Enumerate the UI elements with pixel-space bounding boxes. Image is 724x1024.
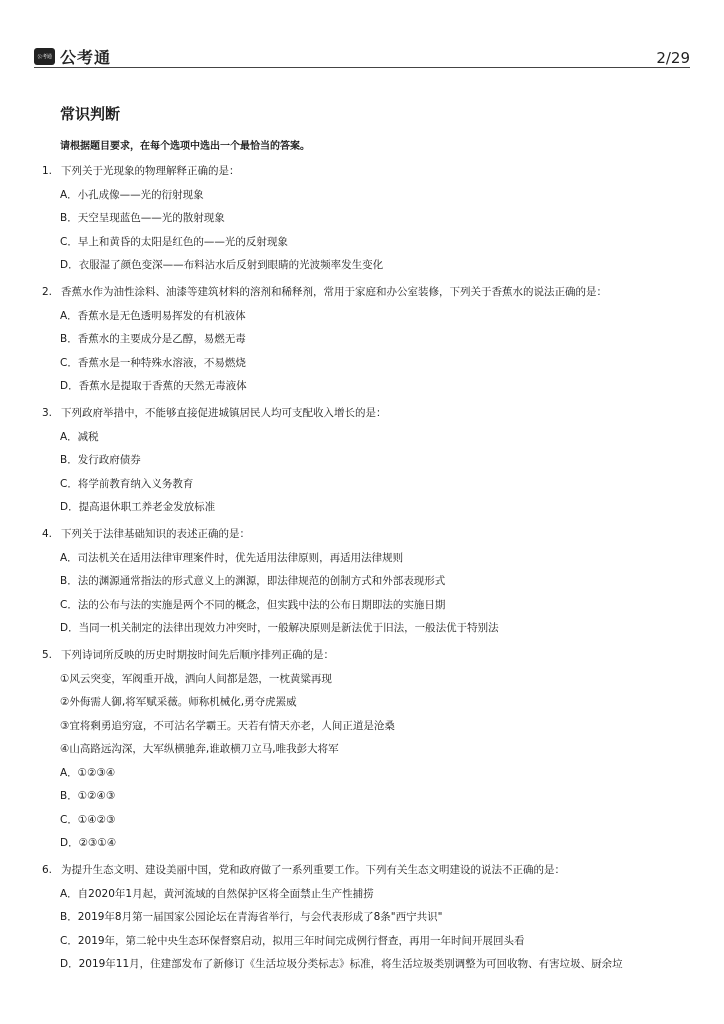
poem-line-4: ④山高路远沟深，大军纵横驰奔,谁敢横刀立马,唯我彭大将军 [60, 743, 339, 755]
header-divider [34, 67, 690, 68]
option-c: C．2019年，第二轮中央生态环保督察启动，拟用三年时间完成例行督查，再用一年时间开展回头看 [60, 935, 525, 947]
question-stem [42, 862, 565, 877]
poem-line-3: ③宜将剩勇追穷寇，不可沽名学霸王。天若有情天亦老，人间正道是沧桑 [60, 720, 395, 732]
question-stem [42, 647, 334, 662]
option-d: D．提高退休职工养老金发放标准 [60, 501, 216, 513]
option-c: C．将学前教育纳入义务教育 [60, 478, 194, 490]
question-text: 下列政府举措中，不能够直接促进城镇居民人均可支配收入增长的是： [61, 407, 387, 419]
option-c: C．早上和黄昏的太阳是红色的——光的反射现象 [60, 236, 288, 248]
question-number: 6. [42, 864, 53, 876]
option-d: D．②③①④ [60, 837, 117, 849]
page-header [34, 43, 690, 67]
poem-line-2: ②外侮需人御,将军赋采薇。师称机械化,勇夺虎罴威 [60, 696, 297, 708]
option-b: B．发行政府债券 [60, 454, 141, 466]
logo [34, 45, 111, 68]
page-number: 2/29 [656, 49, 690, 67]
option-d: D．2019年11月，住建部发布了新修订《生活垃圾分类标志》标准，将生活垃圾类别调整为可回收物、有害垃圾、厨余垃 [60, 958, 623, 970]
question-number: 2. [42, 286, 53, 298]
option-d: D．衣服湿了颜色变深——布料沾水后反射到眼睛的光波频率发生变化 [60, 259, 384, 271]
option-a: A．香蕉水是无色透明易挥发的有机液体 [60, 310, 246, 322]
option-b: B．①②④③ [60, 790, 116, 802]
option-a: A．①②③④ [60, 767, 116, 779]
option-b: B．法的渊源通常指法的形式意义上的渊源，即法律规范的创制方式和外部表现形式 [60, 575, 446, 587]
question-number: 3. [42, 407, 53, 419]
question-number: 5. [42, 649, 53, 661]
option-b: B．香蕉水的主要成分是乙醇，易燃无毒 [60, 333, 246, 345]
question-stem [42, 284, 607, 299]
option-a: A．自2020年1月起，黄河流域的自然保护区将全面禁止生产性捕捞 [60, 888, 374, 900]
question-text: 香蕉水作为油性涂料、油漆等建筑材料的溶剂和稀释剂，常用于家庭和办公室装修，下列关于香蕉水的说法正确的是： [61, 286, 607, 298]
question-text: 下列诗词所反映的历史时期按时间先后顺序排列正确的是： [61, 649, 334, 661]
logo-mark-icon: 公考通 [34, 48, 55, 65]
option-c: C．法的公布与法的实施是两个不同的概念，但实践中法的公布日期即法的实施日期 [60, 599, 446, 611]
question-number: 4. [42, 528, 53, 540]
option-a: A．减税 [60, 431, 99, 443]
option-b: B．天空呈现蓝色——光的散射现象 [60, 212, 225, 224]
question-text: 下列关于光现象的物理解释正确的是： [61, 165, 240, 177]
poem-line-1: ①风云突变，军阀重开战，洒向人间都是怨，一枕黄粱再现 [60, 673, 332, 685]
question-stem [42, 163, 240, 178]
option-c: C．香蕉水是一种特殊水溶液，不易燃烧 [60, 357, 246, 369]
section-title: 常识判断 [60, 105, 121, 123]
question-text: 下列关于法律基础知识的表述正确的是： [61, 528, 250, 540]
question-number: 1. [42, 165, 53, 177]
option-d: D．当同一机关制定的法律出现效力冲突时，一般解决原则是新法优于旧法，一般法优于特别法 [60, 622, 499, 634]
question-text: 为提升生态文明、建设美丽中国，党和政府做了一系列重要工作。下列有关生态文明建设的说法不正确的是： [61, 864, 565, 876]
option-b: B．2019年8月第一届国家公园论坛在青海省举行，与会代表形成了8条"西宁共识" [60, 911, 443, 923]
question-stem [42, 405, 387, 420]
logo-text: 公考通 [60, 48, 112, 67]
option-a: A．司法机关在适用法律审理案件时，优先适用法律原则，再适用法律规则 [60, 552, 404, 564]
question-stem [42, 526, 250, 541]
option-a: A．小孔成像——光的衍射现象 [60, 189, 204, 201]
instruction-text: 请根据题目要求，在每个选项中选出一个最恰当的答案。 [60, 141, 310, 152]
option-c: C．①④②③ [60, 814, 116, 826]
option-d: D．香蕉水是提取于香蕉的天然无毒液体 [60, 380, 247, 392]
